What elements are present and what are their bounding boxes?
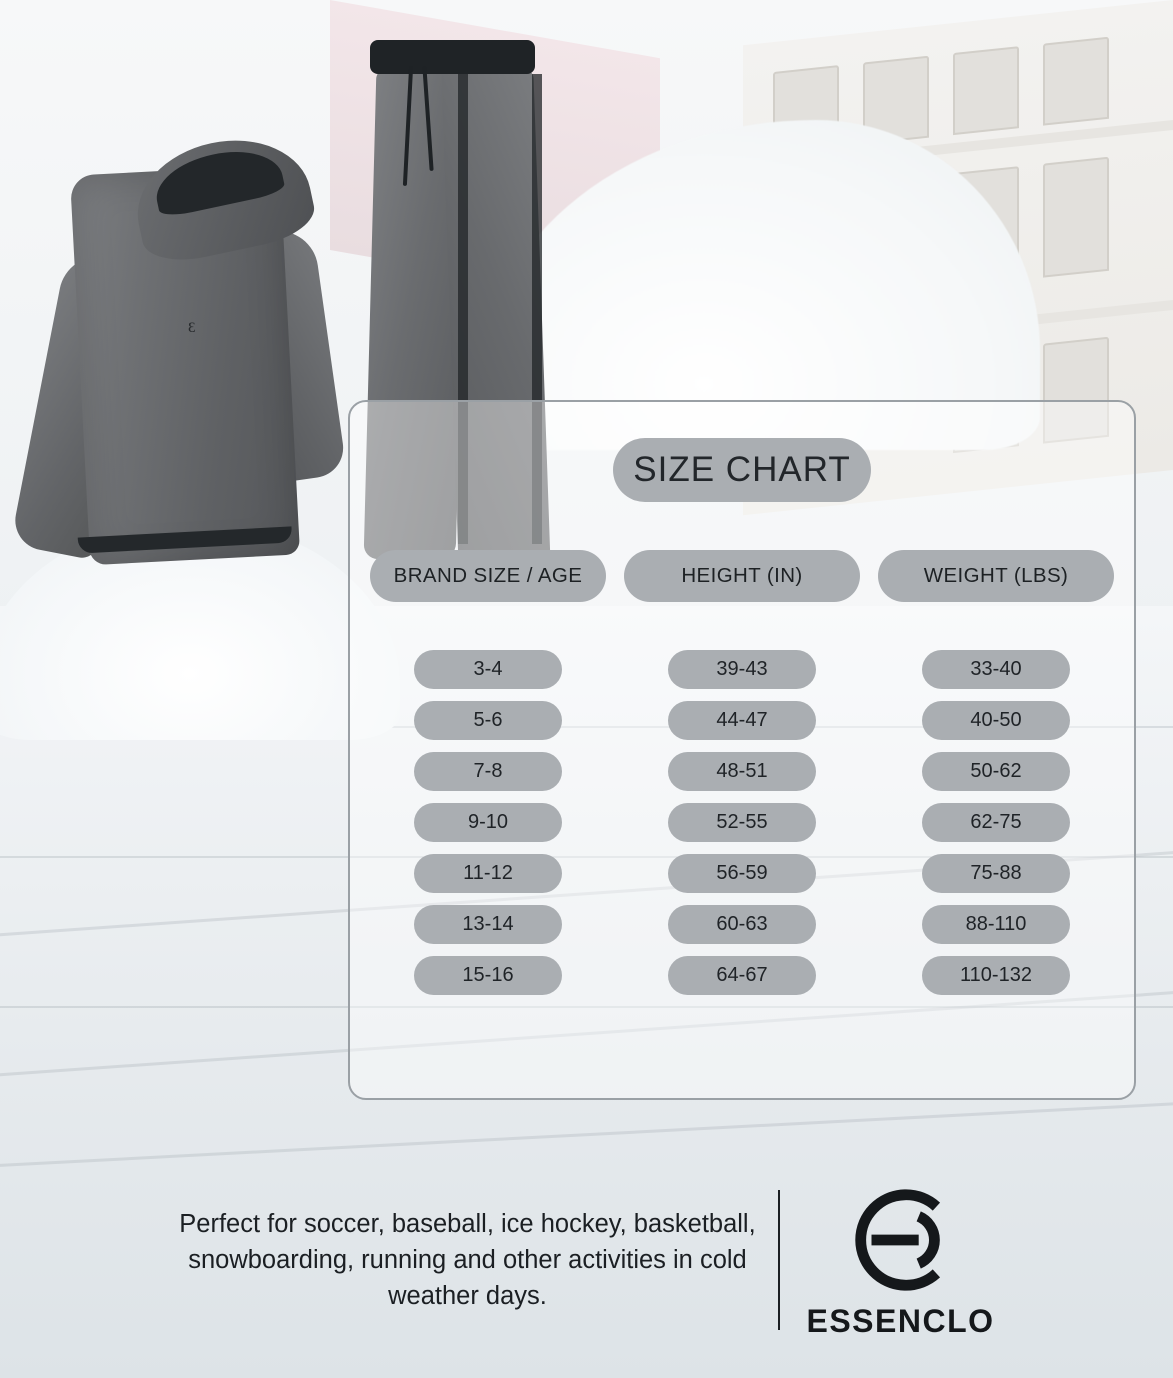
- cell-weight: 75-88: [922, 854, 1070, 893]
- cell-height: 64-67: [668, 956, 816, 995]
- cell-height: 60-63: [668, 905, 816, 944]
- cell-weight: 40-50: [922, 701, 1070, 740]
- brand-name: ESSENCLO: [806, 1302, 995, 1339]
- tagline: Perfect for soccer, baseball, ice hockey, basketball, snowboarding, running and other activities in cold weather days.: [179, 1209, 756, 1311]
- cell-height: 39-43: [668, 650, 816, 689]
- table-row: [370, 701, 1114, 740]
- brand-lockup: [806, 1181, 994, 1340]
- cell-weight: 88-110: [922, 905, 1070, 944]
- table-row: [370, 752, 1114, 791]
- brand-emblem-icon: Ɛ: [188, 320, 196, 336]
- cell-height: 52-55: [668, 803, 816, 842]
- table-row: [370, 854, 1114, 893]
- size-chart-card: [348, 400, 1136, 1100]
- footer: [0, 1170, 1173, 1350]
- cell-brand-size: 3-4: [414, 650, 562, 689]
- footer-divider: [778, 1190, 780, 1330]
- cell-weight: 33-40: [922, 650, 1070, 689]
- table-row: [370, 905, 1114, 944]
- table-row: [370, 803, 1114, 842]
- cell-weight: 110-132: [922, 956, 1070, 995]
- cell-brand-size: 15-16: [414, 956, 562, 995]
- cell-height: 48-51: [668, 752, 816, 791]
- table-row: [370, 650, 1114, 689]
- column-header-weight: WEIGHT (LBS): [878, 550, 1114, 602]
- cell-brand-size: 9-10: [414, 803, 562, 842]
- cell-weight: 50-62: [922, 752, 1070, 791]
- cell-brand-size: 11-12: [414, 854, 562, 893]
- column-header-brand-size: BRAND SIZE / AGE: [370, 550, 606, 602]
- cell-weight: 62-75: [922, 803, 1070, 842]
- essenclo-e-logo-icon: [842, 1181, 960, 1299]
- size-chart-title: SIZE CHART: [613, 438, 871, 502]
- cell-brand-size: 7-8: [414, 752, 562, 791]
- hoodie-garment: [30, 80, 350, 560]
- cell-height: 44-47: [668, 701, 816, 740]
- joggers-waistband: [370, 40, 535, 74]
- cell-brand-size: 5-6: [414, 701, 562, 740]
- size-chart-rows: [370, 650, 1114, 995]
- cell-height: 56-59: [668, 854, 816, 893]
- column-header-height: HEIGHT (IN): [624, 550, 860, 602]
- cell-brand-size: 13-14: [414, 905, 562, 944]
- table-row: [370, 956, 1114, 995]
- size-chart-header-row: [370, 550, 1114, 602]
